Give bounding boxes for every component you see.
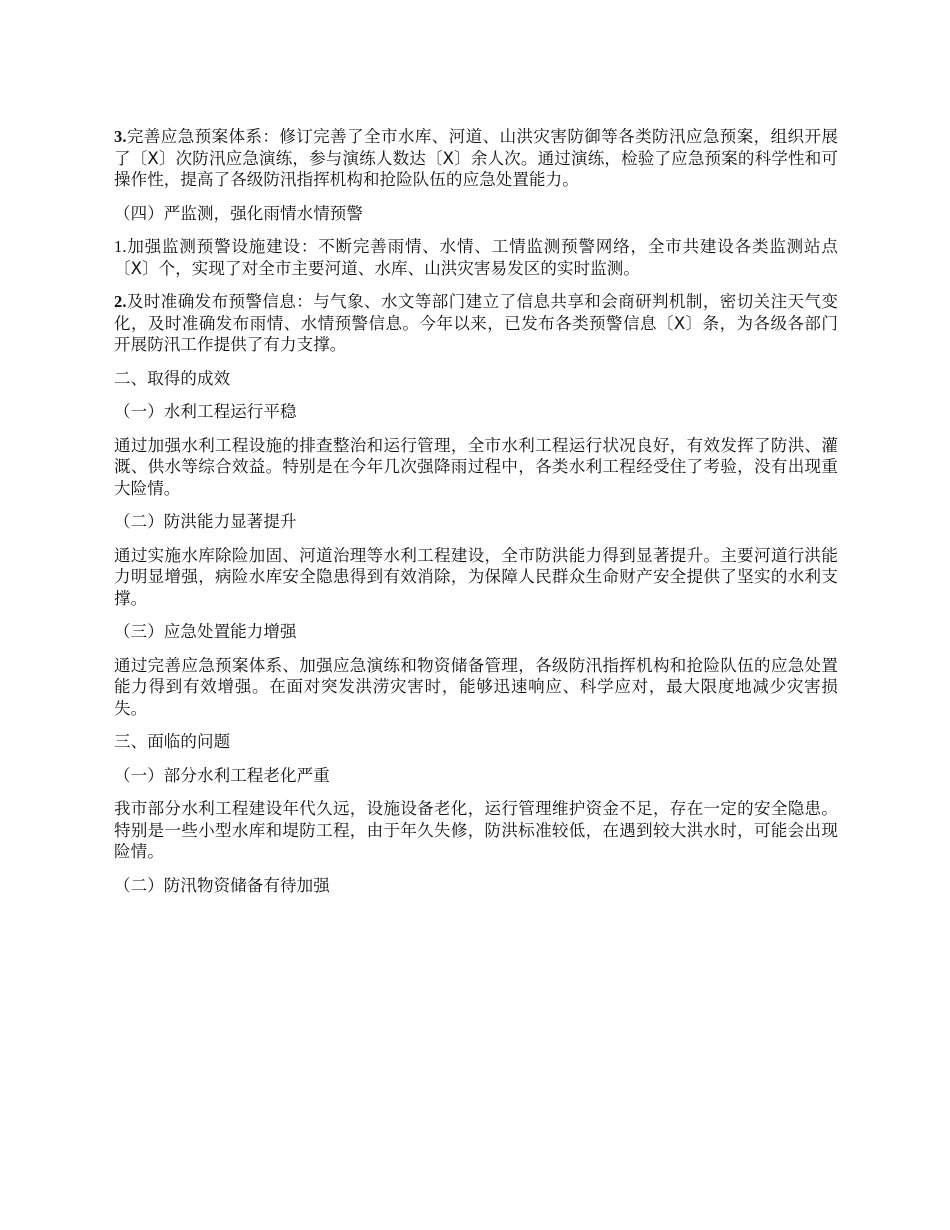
paragraph-text: 加强监测预警设施建设：不断完善雨情、水情、工情监测预警网络，全市共建设各类监测站点〔X〕个，实现了对全市主要河道、水库、山洪灾害易发区的实时监测。 xyxy=(114,237,838,278)
section-heading-problems: 三、面临的问题 xyxy=(114,732,231,751)
paragraph-text: 及时准确发布预警信息：与气象、水文等部门建立了信息共享和会商研判机制，密切关注天气变化，及时准确发布雨情、水情预警信息。今年以来，已发布各类预警信息〔X〕条，为各级各部门开展防汛工作提供了有力支撑。 xyxy=(114,292,838,354)
paragraph-aging-projects: 我市部分水利工程建设年代久远，设施设备老化，运行管理维护资金不足，存在一定的安全隐患。特别是一些小型水库和堤防工程，由于年久失修，防洪标准较低，在遇到较大洪水时，可能会出现险情。 xyxy=(114,799,838,861)
subheading-aging-projects: （一）部分水利工程老化严重 xyxy=(114,765,330,785)
section-heading-monitoring: （四）严监测，强化雨情水情预警 xyxy=(114,203,363,223)
paragraph-emergency-plan xyxy=(114,126,838,191)
item-number: 3. xyxy=(114,127,127,146)
section-heading-achievements: 二、取得的成效 xyxy=(114,368,231,388)
paragraph-text: 完善应急预案体系：修订完善了全市水库、河道、山洪灾害防御等各类防汛应急预案，组织开展了〔X〕次防汛应急演练，参与演练人数达〔X〕余人次。通过演练，检验了应急预案的科学性和可操作性，提高了各级防汛指挥机构和抢险队伍的应急处置能力。 xyxy=(114,127,838,189)
subheading-flood-capacity: （二）防洪能力显著提升 xyxy=(114,512,297,531)
paragraph-flood-capacity: 通过实施水库除险加固、河道治理等水利工程建设，全市防洪能力得到显著提升。主要河道行洪能力明显增强，病险水库安全隐患得到有效消除，为保障人民群众生命财产安全提供了坚实的水利支撑。 xyxy=(114,545,838,608)
item-number: 1. xyxy=(114,237,127,256)
subheading-emergency-capacity: （三）应急处置能力增强 xyxy=(114,622,297,641)
item-number: 2. xyxy=(114,292,127,311)
paragraph-stable-operation: 通过加强水利工程设施的排查整治和运行管理，全市水利工程运行状况良好，有效发挥了防洪、灌溉、供水等综合效益。特别是在今年几次强降雨过程中，各类水利工程经受住了考验，没有出现重大险情。 xyxy=(114,435,838,498)
subheading-stable-operation: （一）水利工程运行平稳 xyxy=(114,402,297,421)
paragraph-emergency-capacity: 通过完善应急预案体系、加强应急演练和物资储备管理，各级防汛指挥机构和抢险队伍的应急处置能力得到有效增强。在面对突发洪涝灾害时，能够迅速响应、科学应对，最大限度地减少灾害损失。 xyxy=(114,655,838,718)
paragraph-monitoring-facilities xyxy=(114,236,838,279)
subheading-material-reserves: （二）防汛物资储备有待加强 xyxy=(114,875,330,895)
paragraph-warning-info xyxy=(114,291,838,356)
document-body xyxy=(114,126,838,908)
